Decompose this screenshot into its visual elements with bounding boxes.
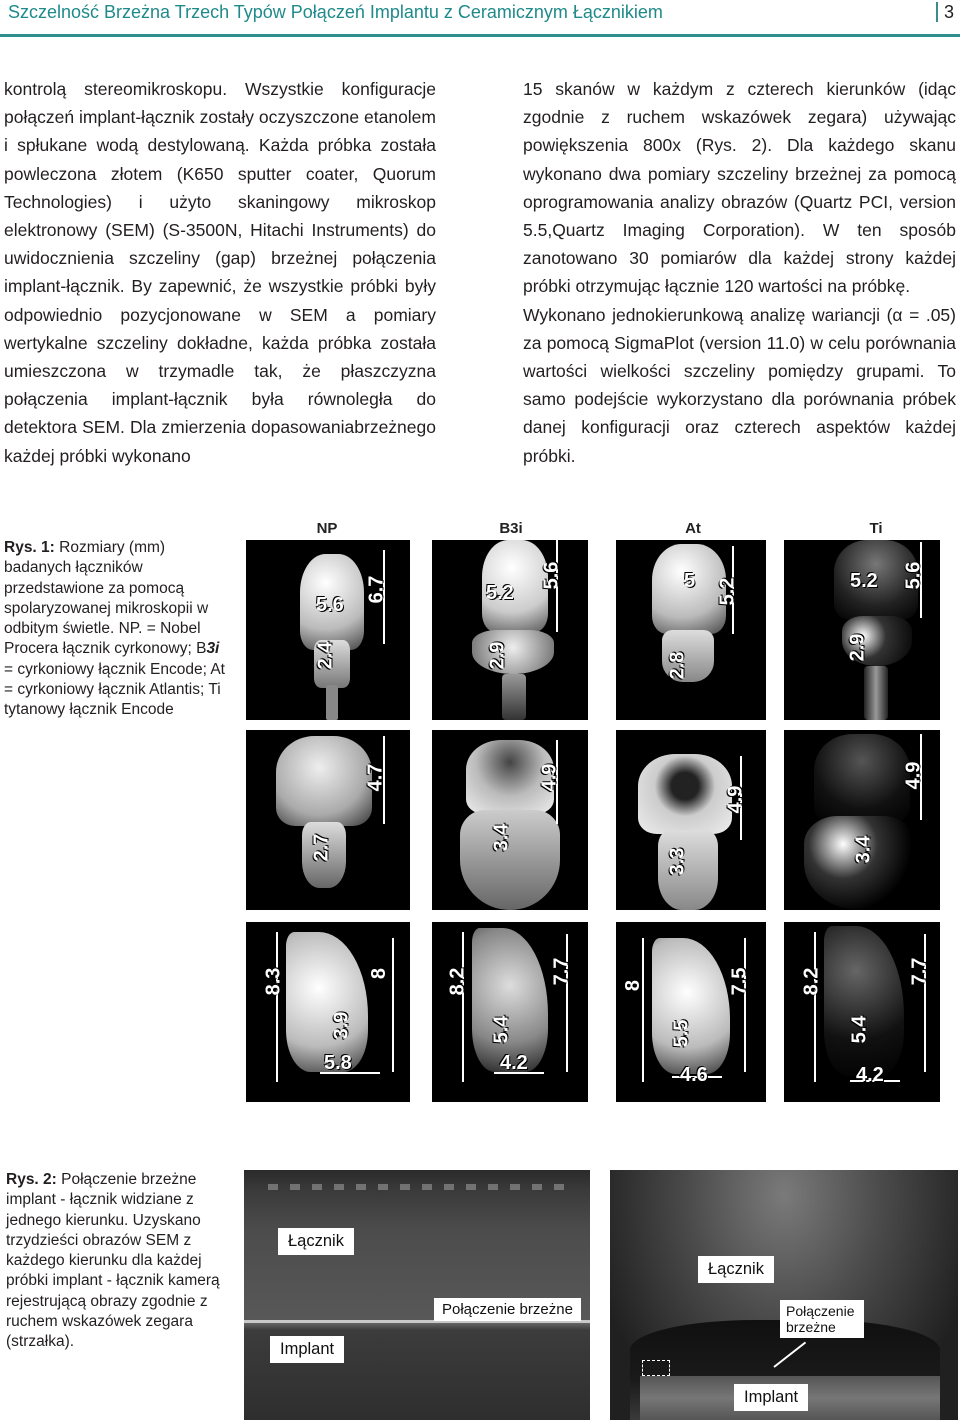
dim-ti2-h: 4.9 <box>902 761 925 790</box>
right-text-column <box>523 75 956 470</box>
figure-1-caption-text: Rozmiary (mm) badanych łączników przedstawione za pomocą spolaryzowanej mikroskopii w odbitym świetle. NP. = Nobel Procera łącznik cyrkonowy; B <box>4 539 209 658</box>
sem-left-label-implant: Implant <box>270 1336 344 1363</box>
dim-ti3-l: 8.2 <box>800 967 823 996</box>
figure-2-sem-right <box>610 1170 958 1420</box>
figure-1-label-np: NP <box>316 520 338 537</box>
dim-b3i-h: 5.6 <box>540 561 563 590</box>
dim-at3-l: 8 <box>622 979 645 992</box>
left-text-column <box>4 75 436 470</box>
figure-1-panel-at-2 <box>616 730 766 910</box>
dim-b3i-w: 5.2 <box>486 582 514 604</box>
dim-at-w: 5 <box>684 570 696 592</box>
figure-1-panel-ti-3 <box>784 922 940 1102</box>
figure-2-caption <box>6 1170 228 1353</box>
dim-at3-r: 7.5 <box>728 967 751 996</box>
sem-right-label-gap: Połączenie brzeżne <box>780 1300 864 1338</box>
dim-ti3-bot: 4.2 <box>856 1064 884 1086</box>
right-paragraph-2: Wykonano jednokierunkową analizę wariancji (α = .05) za pomocą SigmaPlot (version 11.0) w celu porównania wartości wielkości szczeliny pomiędzy grupami. To samo podejście wykorzystano dla porównania próbek danej konfiguracji oraz czterech aspektów każdej próbki. <box>523 304 956 466</box>
figure-1-caption-bold: 3i <box>206 640 220 658</box>
dim-b3i2-b: 3.4 <box>490 823 513 852</box>
figure-1-panel-b3i-2 <box>432 730 588 910</box>
dim-np2-b: 2.7 <box>310 833 333 862</box>
dim-at3-m: 5.5 <box>670 1019 693 1048</box>
figure-1-caption <box>4 538 232 721</box>
dim-at-b: 2.8 <box>666 651 689 680</box>
dim-np3-m: 3.9 <box>330 1011 353 1040</box>
dim-ti3-m: 5.4 <box>848 1015 871 1044</box>
dim-at2-b: 3.3 <box>666 847 689 876</box>
dim-b3i3-r: 7.7 <box>550 957 573 986</box>
sem-right-label-abutment: Łącznik <box>698 1256 774 1283</box>
figure-2-caption-label: Rys. 2: <box>6 1171 57 1188</box>
figure-1-panel-np-3 <box>246 922 410 1102</box>
figure-1-caption-label: Rys. 1: <box>4 539 55 556</box>
dim-ti2-b: 3.4 <box>852 835 875 864</box>
sem-right-label-implant: Implant <box>734 1384 808 1411</box>
figure-1-label-ti: Ti <box>869 520 883 537</box>
dim-ti3-r: 7.7 <box>908 957 931 986</box>
figure-1-label-b3i: B3i <box>499 520 523 537</box>
dim-ti-h: 5.6 <box>902 561 925 590</box>
dim-b3i-b: 2.9 <box>486 641 509 670</box>
dim-np-h: 6.7 <box>365 575 388 604</box>
dim-b3i3-l: 8.2 <box>446 967 469 996</box>
figure-1-panel-b3i-3 <box>432 922 588 1102</box>
figure-1-panel-at-3 <box>616 922 766 1102</box>
dim-ti-w: 5.2 <box>850 570 878 592</box>
right-paragraph-1: 15 skanów w każdym z czterech kierunków (idąc zgodnie z ruchem wskazówek zegara) używając powiększenia 800x (Rys. 2). Dla każdego skanu wykonano dwa pomiary szczeliny brzeżnej za pomocą oprogramowania analizy obrazów (Quartz PCI, version 5.5,Quartz Imaging Corporation). W ten sposób zanotowano 30 pomiarów dla każdej strony każdej próbki otrzymując łącznie 120 wartości na próbkę. <box>523 79 956 297</box>
page-header <box>0 0 960 40</box>
figure-1-label-at: At <box>685 520 701 537</box>
dim-at3-bot: 4.6 <box>680 1064 708 1086</box>
dim-np-b: 2.4 <box>314 641 337 670</box>
figure-2-caption-text: Połączenie brzeżne implant - łącznik widziane z jednego kierunku. Uzyskano trzydzieści obrazów SEM z każdego kierunku dla każdej próbki implant - łącznik kamerą rejestrującą obrazy zgodnie z ruchem wskazówek zegara (strzałka). <box>6 1171 220 1351</box>
left-paragraph: kontrolą stereomikroskopu. Wszystkie konfiguracje połączeń implant-łącznik zostały oczyszczone etanolem i spłukane wodą destylowaną. Każda próbka została powleczona złotem (K650 sputter coater, Quorum Technologies) i użyto skaningowy mikroskop elektronowy (SEM) (S-3500N, Hitachi Instruments) do uwidocznienia szczeliny (gap) brzeżnej połączenia implant-łącznik. By zapewnić, że wszystkie próbki były odpowiednio pozycjonowane w SEM a pomiary wertykalne szczeliny dokładne, każda próbka została umieszczona w trzymadle tak, że płaszczyzna połączenia implant-łącznik była równoległa do detektora SEM. Dla zmierzenia dopasowaniabrzeżnego każdej próbki wykonano <box>4 79 436 466</box>
sem-left-label-abutment: Łącznik <box>278 1228 354 1255</box>
dim-np-w: 5.6 <box>316 594 344 616</box>
page-number: 3 <box>943 2 954 22</box>
dim-at-h: 5.2 <box>716 577 739 606</box>
dim-b3i2-h: 4.9 <box>538 763 561 792</box>
dim-ti-b: 2.9 <box>846 633 869 662</box>
dim-np3-r: 8 <box>368 967 391 980</box>
dim-b3i3-bot: 4.2 <box>500 1052 528 1074</box>
header-rule <box>0 34 960 37</box>
dim-b3i3-m: 5.4 <box>490 1015 513 1044</box>
figure-1-panel-b3i-1 <box>432 540 588 720</box>
figure-1-panel-np-2 <box>246 730 410 910</box>
header-separator <box>936 2 938 22</box>
sem-left-label-gap: Połączenie brzeżne <box>434 1298 581 1321</box>
figure-1-caption-text-2: = cyrkoniowy łącznik Encode; At = cyrkoniowy łącznik Atlantis; Ti tytanowy łącznik Encode <box>4 660 225 719</box>
figure-1-panel-ti-1 <box>784 540 940 720</box>
dim-np3-l: 8.3 <box>262 967 285 996</box>
dim-np2-h: 4.7 <box>364 763 387 792</box>
dim-np3-bot: 5.8 <box>324 1052 352 1074</box>
running-title: Szczelność Brzeżna Trzech Typów Połączeń Implantu z Ceramicznym Łącznikiem <box>8 2 663 22</box>
figure-1-panel-ti-2 <box>784 730 940 910</box>
figure-2-sem-left <box>244 1170 590 1420</box>
dim-at2-h: 4.9 <box>724 785 747 814</box>
figure-1-panel-at-1 <box>616 540 766 720</box>
figure-1-panel-np-1 <box>246 540 410 720</box>
